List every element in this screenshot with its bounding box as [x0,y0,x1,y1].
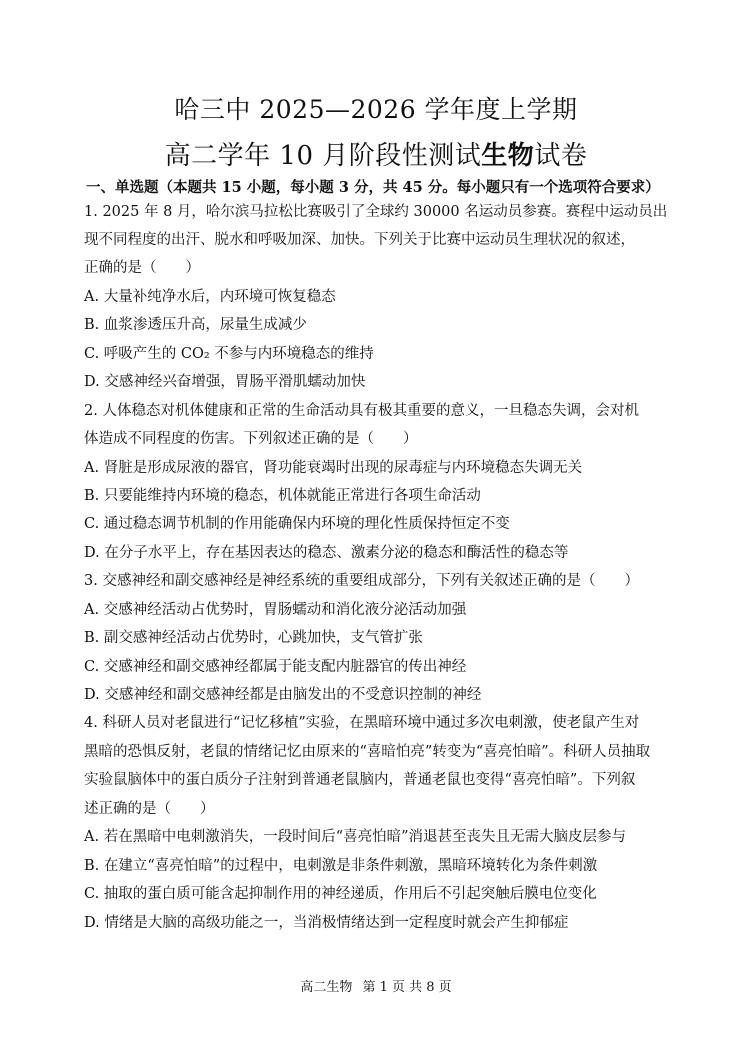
exam-title-line2 [0,135,752,172]
question-2-option-d: D. 在分子水平上，存在基因表达的稳态、激素分泌的稳态和酶活性的稳态等 [84,545,569,561]
question-3-option-d: D. 交感神经和副交感神经都是由脑发出的不受意识控制的神经 [84,687,482,703]
question-3-option-b: B. 副交感神经活动占优势时，心跳加快，支气管扩张 [84,630,423,646]
question-4-stem-line: 4. 科研人员对老鼠进行“记忆移植”实验，在黑暗环境中通过多次电刺激，使老鼠产生对 [84,715,640,731]
page-footer [0,976,752,995]
question-2-option-c: C. 通过稳态调节机制的作用能确保内环境的理化性质保持恒定不变 [84,516,510,532]
question-1-stem-line: 现不同程度的出汗、脱水和呼吸加深、加快。下列关于比赛中运动员生理状况的叙述， [84,232,635,248]
question-2-option-a: A. 肾脏是形成尿液的器官，肾功能衰竭时出现的尿毒症与内环境稳态失调无关 [84,460,583,476]
question-4-stem-line: 述正确的是（ ） [84,801,215,817]
title-suffix: 试卷 [534,141,588,171]
question-4-stem-line: 实验鼠脑体中的蛋白质分子注射到普通老鼠脑内，普通老鼠也变得“喜亮怕暗”。下列叙 [84,772,636,788]
question-3-option-c: C. 交感神经和副交感神经都属于能支配内脏器官的传出神经 [84,659,467,675]
title-subject: 生物 [481,141,535,171]
question-4-option-d: D. 情绪是大脑的高级功能之一，当消极情绪达到一定程度时就会产生抑郁症 [84,915,569,931]
question-1-option-c: C. 呼吸产生的 CO₂ 不参与内环境稳态的维持 [84,346,374,362]
question-1-stem-line: 1. 2025 年 8 月，哈尔滨马拉松比赛吸引了全球约 30000 名运动员参赛。赛程中运动员出 [84,204,668,220]
question-3-option-a: A. 交感神经活动占优势时，胃肠蠕动和消化液分泌活动加强 [84,602,467,618]
question-4-option-c: C. 抽取的蛋白质可能含起抑制作用的神经递质，作用后不引起突触后膜电位变化 [84,886,597,902]
question-4-option-a: A. 若在黑暗中电刺激消失，一段时间后“喜亮怕暗”消退甚至丧失且无需大脑皮层参与 [84,829,627,845]
section-heading: 一、单选题（本题共 15 小题，每小题 3 分，共 45 分。每小题只有一个选项符合要求） [86,179,660,196]
question-1-option-b: B. 血浆渗透压升高，尿量生成减少 [84,317,307,333]
question-3-stem-line: 3. 交感神经和副交感神经是神经系统的重要组成部分，下列有关叙述正确的是（ ） [84,573,639,589]
question-2-stem-line: 体造成不同程度的伤害。下列叙述正确的是（ ） [84,431,418,447]
title-prefix: 高二学年 10 月阶段性测试 [164,141,482,171]
footer-page-number: 第 1 页 共 8 页 [362,980,452,995]
question-1-option-a: A. 大量补纯净水后，内环境可恢复稳态 [84,289,336,305]
question-4-option-b: B. 在建立“喜亮怕暗”的过程中，电刺激是非条件刺激，黑暗环境转化为条件刺激 [84,858,598,874]
exam-title-line1: 哈三中 2025—2026 学年度上学期 [174,95,578,124]
question-1-option-d: D. 交感神经兴奋增强，胃肠平滑肌蠕动加快 [84,374,366,390]
footer-subject: 高二生物 [300,980,353,995]
question-2-stem-line: 2. 人体稳态对机体健康和正常的生命活动具有极其重要的意义，一旦稳态失调，会对机 [84,403,639,419]
question-2-option-b: B. 只要能维持内环境的稳态，机体就能正常进行各项生命活动 [84,488,481,504]
question-1-stem-line: 正确的是（ ） [84,260,200,276]
question-4-stem-line: 黑暗的恐惧反射，老鼠的情绪记忆由原来的“喜暗怕亮”转变为“喜亮怕暗”。科研人员抽取 [84,744,651,760]
